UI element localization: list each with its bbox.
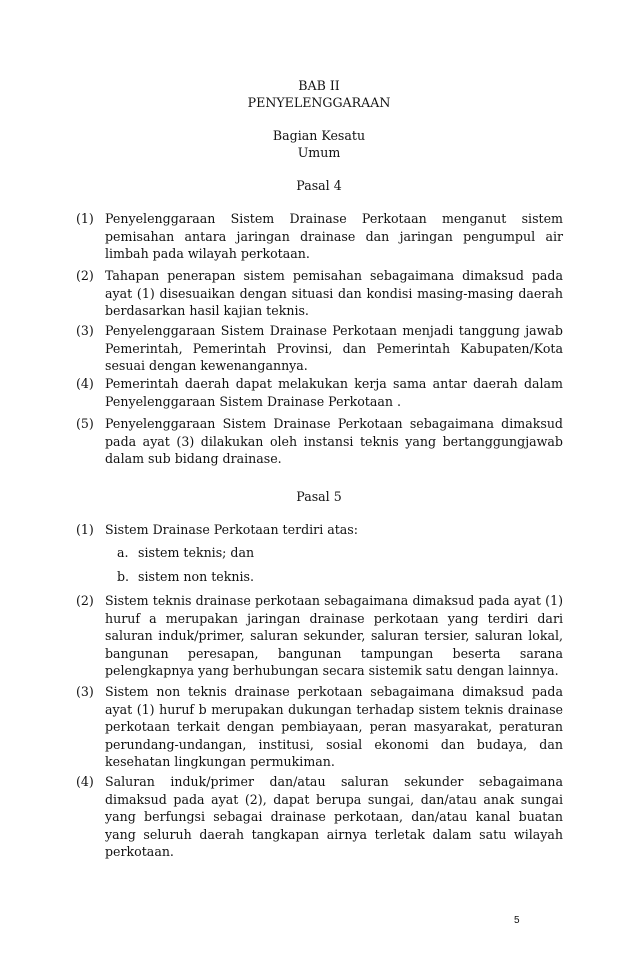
page-number: 5 [514, 915, 520, 926]
paragraph-text: Saluran induk/primer dan/atau saluran sekunder sebagaimana dimaksud pada ayat (2), dapat berupa sungai, dan/atau anak sungai yang berfungsi sebagai drainase perkotaan, dan/atau kanal buatan yang seluruh daerah tangkapan airnya terletak dalam satu wilayah perkotaan. [105, 774, 563, 860]
paragraph-text: Sistem Drainase Perkotaan terdiri atas: [105, 522, 359, 537]
pasal-4-title: Pasal 4 [296, 178, 342, 193]
sub-item-text: sistem teknis; dan [138, 545, 255, 560]
paragraph-text: Sistem non teknis drainase perkotaan sebagaimana dimaksud pada ayat (1) huruf b merupakan dukungan terhadap sistem teknis drainase perkotaan terkait dengan pembiayaan, peran masyarakat, peraturan perundang-undangan, institusi, sosial ekonomi dan budaya, dan kesehatan lingkungan permukiman. [105, 684, 563, 770]
chapter-number: BAB II [298, 78, 340, 93]
sub-item-letter: a. [117, 545, 129, 560]
paragraph-number: (1) [76, 211, 94, 226]
paragraph-text: Pemerintah daerah dapat melakukan kerja sama antar daerah dalam Penyelenggaraan Sistem Drainase Perkotaan . [105, 376, 563, 409]
paragraph-text: Tahapan penerapan sistem pemisahan sebagaimana dimaksud pada ayat (1) disesuaikan dengan situasi dan kondisi masing-masing daerah berdasarkan hasil kajian teknis. [105, 268, 563, 319]
paragraph-number: (4) [76, 774, 94, 789]
paragraph-number: (4) [76, 376, 94, 391]
paragraph-number: (3) [76, 684, 94, 699]
pasal-4-paragraph [76, 267, 563, 320]
pasal-4-paragraph [76, 415, 563, 468]
paragraph-text: Sistem teknis drainase perkotaan sebagaimana dimaksud pada ayat (1) huruf a merupakan jaringan drainase perkotaan yang terdiri dari saluran induk/primer, saluran sekunder, saluran tersier, saluran lokal, bangunan peresapan, bangunan tampungan beserta sarana pelengkapnya yang berhubungan secara sistemik satu dengan lainnya. [105, 593, 563, 679]
pasal-4-paragraph [76, 375, 563, 410]
paragraph-number: (5) [76, 416, 94, 431]
part-title: Umum [297, 145, 341, 160]
paragraph-text: Penyelenggaraan Sistem Drainase Perkotaan sebagaimana dimaksud pada ayat (3) dilakukan oleh instansi teknis yang bertanggungjawab dalam sub bidang drainase. [105, 416, 563, 467]
pasal-5-paragraph [76, 683, 563, 771]
sub-item-letter: b. [117, 569, 130, 584]
paragraph-text: Penyelenggaraan Sistem Drainase Perkotaan menganut sistem pemisahan antara jaringan drainase dan jaringan pengumpul air limbah pada wilayah perkotaan. [105, 211, 563, 262]
pasal-4-paragraph [76, 322, 563, 375]
pasal-5-title: Pasal 5 [296, 489, 342, 504]
paragraph-number: (2) [76, 593, 94, 608]
pasal-5-paragraph [76, 592, 563, 680]
chapter-title: PENYELENGGARAAN [247, 95, 391, 110]
pasal-4-paragraph [76, 210, 563, 263]
sub-item [117, 568, 254, 586]
sub-item [117, 544, 254, 562]
paragraph-text: Penyelenggaraan Sistem Drainase Perkotaan menjadi tanggung jawab Pemerintah, Pemerintah Provinsi, dan Pemerintah Kabupaten/Kota sesuai dengan kewenangannya. [105, 323, 563, 374]
paragraph-number: (1) [76, 522, 94, 537]
paragraph-number: (2) [76, 268, 94, 283]
part-name: Bagian Kesatu [272, 128, 366, 143]
sub-item-text: sistem non teknis. [138, 569, 254, 584]
pasal-5-paragraph [76, 521, 563, 539]
paragraph-number: (3) [76, 323, 94, 338]
pasal-5-paragraph [76, 773, 563, 861]
